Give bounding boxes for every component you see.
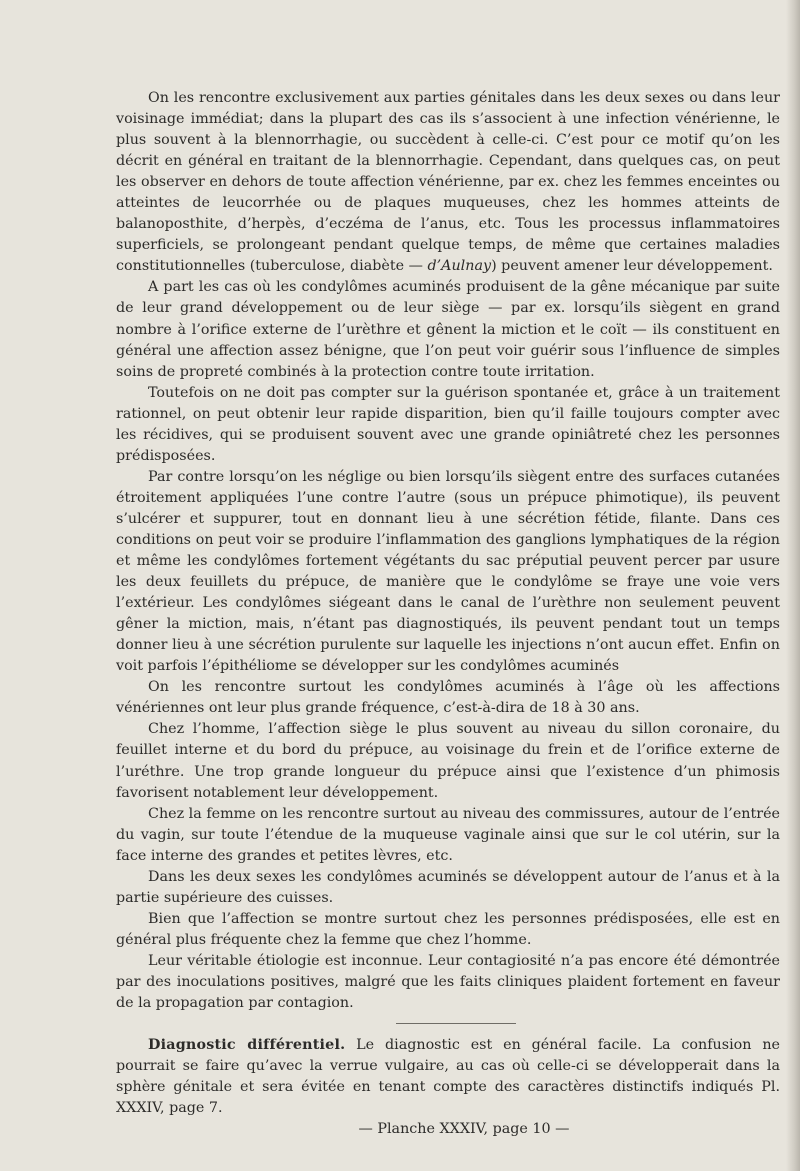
paragraph-5: On les rencontre surtout les condylômes acuminés à l’âge où les affections vénériennes ont leur plus grande fréquence, c’est-à-dira de 18 à 30 ans.: [116, 679, 780, 717]
paragraph-8: Dans les deux sexes les condylômes acuminés se développent autour de l’anus et à la partie supérieure des cuisses.: [116, 868, 780, 906]
footer-text: — Planche XXXIV, page 10 —: [358, 1121, 570, 1138]
paragraph-2: A part les cas où les condylômes acuminés produisent de la gêne mécanique par suite de leur grand développement ou de leur siège — par ex. lorsqu’ils siègent en grand nombre à l’orifice externe de l’urèthre et gênent la miction et le coït — ils constituent en général une affection assez bénigne, que l’on peut voir guérir sous l’influence de simples soins de propreté combinés à la protection contre toute irritation.: [116, 279, 780, 380]
page-footer: [116, 1119, 780, 1140]
diagnosis-heading: Diagnostic différentiel.: [148, 1037, 346, 1054]
paragraph-9: Bien que l’affection se montre surtout chez les personnes prédisposées, elle est en général plus fréquente chez la femme que chez l’homme.: [116, 910, 780, 948]
italic-citation: d’Aulnay: [427, 258, 492, 275]
paragraph-3: Toutefois on ne doit pas compter sur la guérison spontanée et, grâce à un traitement rationnel, on peut obtenir leur rapide disparition, bien qu’il faille toujours compter avec les récidives, qui se produisent souvent avec une grande opiniâtreté chez les personnes prédisposées.: [116, 384, 780, 464]
body-text: [116, 88, 780, 1140]
paragraph-10: Leur véritable étiologie est inconnue. Leur contagiosité n’a pas encore été démontrée par des inoculations positives, malgré que les faits cliniques plaident fortement en faveur de la propagation par contagion.: [116, 952, 780, 1012]
section-divider: [396, 1023, 516, 1024]
diagnosis-body: Le diagnostic est en général facile. La confusion ne pourrait se faire qu’avec la verrue vulgaire, au cas où celle-ci se développerait dans la sphère génitale et sera évitée en tenant compte des caractères distinctifs indiqués Pl. XXXIV, page 7.: [116, 1037, 780, 1117]
paragraph-7: Chez la femme on les rencontre surtout au niveau des commissures, autour de l’entrée du vagin, sur toute l’étendue de la muqueuse vaginale ainsi que sur le col utérin, sur la face interne des grandes et petites lèvres, etc.: [116, 805, 780, 864]
paragraph-4: Par contre lorsqu’on les néglige ou bien lorsqu’ils siègent entre des surfaces cutanées étroitement appliquées l’une contre l’autre (sous un prépuce phimotique), ils peuvent s’ulcérer et suppurer, tout en donnant lieu à une sécrétion fétide, filante. Dans ces conditions on peut voir se produire l’inflammation des ganglions lymphatiques de la région et même les condylômes fortement végétants du sac préputial peuvent percer par usure les deux feuillets du prépuce, de manière que le condylôme se fraye une voie vers l’extérieur. Les condylômes siégeant dans le canal de l’urèthre non seulement peuvent gêner la miction, mais, n’étant pas diagnostiqués, ils peuvent pendant tout un temps donner lieu à une sécrétion purulente sur laquelle les injections n’ont aucun effet. Enfin on voit parfois l’épithéliome se développer sur les condylômes acuminés: [116, 468, 780, 675]
paragraph-1: [116, 88, 780, 277]
paragraph-6: Chez l’homme, l’affection siège le plus souvent au niveau du sillon coronaire, du feuillet interne et du bord du prépuce, au voisinage du frein et de l’orifice externe de l’uréthre. Une trop grande longueur du prépuce ainsi que l’existence d’un phimosis favorisent notablement leur développement.: [116, 721, 780, 801]
page-edge-shadow: [786, 0, 800, 1171]
diagnosis-paragraph: [116, 1035, 780, 1119]
paragraph-1-text: On les rencontre exclusivement aux parties génitales dans les deux sexes ou dans leur voisinage immédiat; dans la plupart des cas ils s’associent à une infection vénérienne, le plus souvent à la blennorrhagie, ou succèdent à celle-ci. C’est pour ce motif qu’on les décrit en général en traitant de la blennorrhagie. Cependant, dans quelques cas, on peut les observer en dehors de toute affection vénérienne, par ex. chez les femmes enceintes ou atteintes de leucorrhée ou de plaques muqueuses, chez les hommes atteints de balanoposthite, d’herpès, d’eczéma de l’anus, etc. Tous les processus inflammatoires superficiels, se prolongeant pendant quelque temps, de même que certaines maladies constitutionnelles (tuberculose, diabète —: [116, 90, 780, 275]
paragraph-1-tail: ) peuvent amener leur développement.: [491, 258, 773, 275]
